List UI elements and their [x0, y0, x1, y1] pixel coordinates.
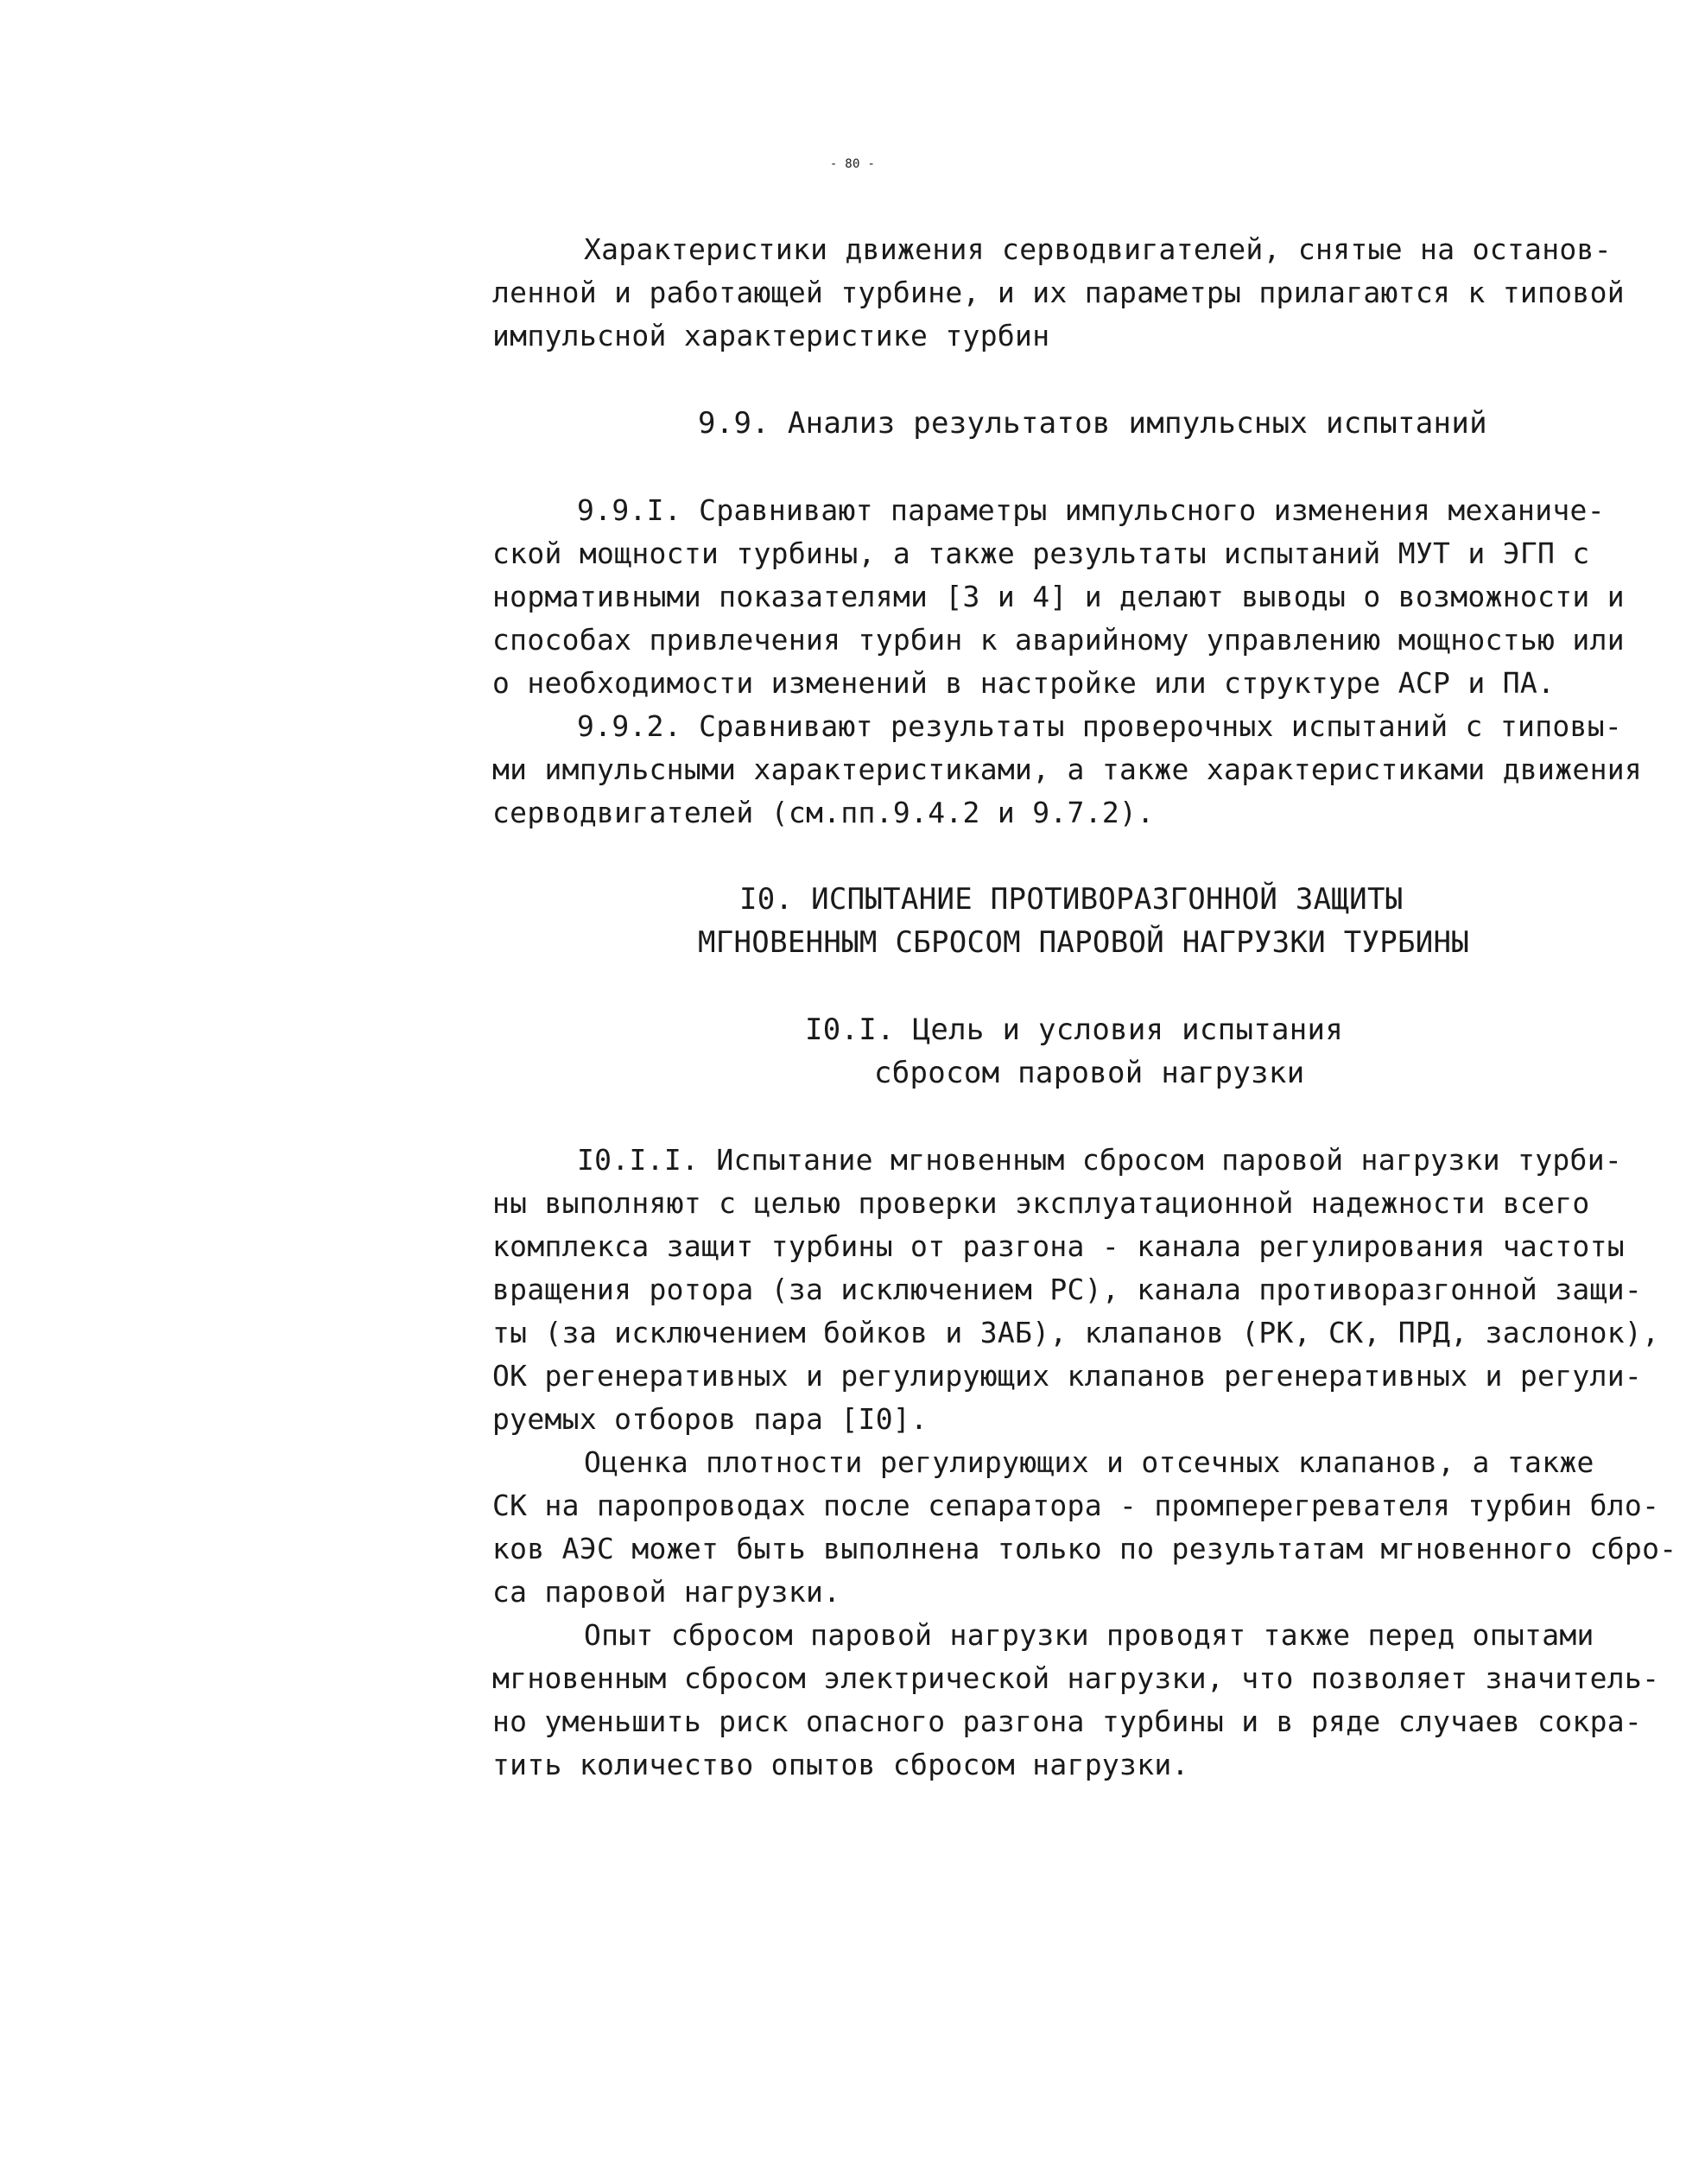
section-9-9-heading: 9.9. Анализ результатов импульсных испытаний	[698, 406, 1487, 441]
para-10-1-1-line-7: руемых отборов пара [I0].	[492, 1402, 929, 1436]
para-experiment-line-1: Опыт сбросом паровой нагрузки проводят также перед опытами	[584, 1618, 1594, 1652]
intro-line-1: Характеристики движения серводвигателей, снятые на останов-	[584, 232, 1612, 266]
para-10-1-1-line-3: комплекса защит турбины от разгона - канала регулирования частоты	[492, 1229, 1625, 1263]
para-9-9-2-line-3: серводвигателей (см.пп.9.4.2 и 9.7.2).	[492, 796, 1155, 829]
para-10-1-1-line-4: вращения ротора (за исключением РС), канала противоразгонной защи-	[492, 1273, 1643, 1306]
para-experiment-line-3: но уменьшить риск опасного разгона турбины и в ряде случаев сокра-	[492, 1705, 1643, 1738]
para-experiment-line-2: мгновенным сбросом электрической нагрузки, что позволяет значитель-	[492, 1661, 1660, 1695]
section-10-1-heading-line-1: I0.I. Цель и условия испытания	[805, 1013, 1344, 1047]
section-10-heading-line-2: МГНОВЕННЫМ СБРОСОМ ПАРОВОЙ НАГРУЗКИ ТУРБИНЫ	[698, 925, 1470, 960]
para-9-9-2-line-1: 9.9.2. Сравнивают результаты проверочных испытаний с типовы-	[577, 709, 1623, 743]
para-9-9-2-line-2: ми импульсными характеристиками, а также характеристиками движения	[492, 752, 1643, 786]
intro-line-2: ленной и работающей турбине, и их параметры прилагаются к типовой	[492, 276, 1625, 309]
para-9-9-1-line-3: нормативными показателями [3 и 4] и делают выводы о возможности и	[492, 580, 1625, 613]
para-density-line-1: Оценка плотности регулирующих и отсечных клапанов, а также	[584, 1445, 1594, 1479]
section-10-1-heading-line-2: сбросом паровой нагрузки	[874, 1056, 1305, 1090]
page-number: - 80 -	[829, 157, 876, 171]
para-9-9-1-line-5: о необходимости изменений в настройке или структуре АСР и ПА.	[492, 666, 1556, 700]
para-10-1-1-line-1: I0.I.I. Испытание мгновенным сбросом паровой нагрузки турби-	[577, 1143, 1623, 1177]
para-experiment-line-4: тить количество опытов сбросом нагрузки.	[492, 1748, 1189, 1781]
para-density-line-2: СК на паропроводах после сепаратора - промперегревателя турбин бло-	[492, 1489, 1660, 1522]
section-10-heading-line-1: I0. ИСПЫТАНИЕ ПРОТИВОРАЗГОННОЙ ЗАЩИТЫ	[739, 882, 1404, 917]
para-9-9-1-line-4: способах привлечения турбин к аварийному управлению мощностью или	[492, 623, 1625, 657]
para-9-9-1-line-2: ской мощности турбины, а также результаты испытаний МУТ и ЭГП с	[492, 536, 1590, 570]
intro-line-3: импульсной характеристике турбин	[492, 319, 1050, 352]
para-density-line-4: са паровой нагрузки.	[492, 1575, 841, 1609]
para-9-9-1-line-1: 9.9.I. Сравнивают параметры импульсного изменения механиче-	[577, 493, 1605, 527]
para-10-1-1-line-6: ОК регенеративных и регулирующих клапанов регенеративных и регули-	[492, 1359, 1643, 1393]
para-density-line-3: ков АЭС может быть выполнена только по результатам мгновенного сбро-	[492, 1532, 1677, 1565]
para-10-1-1-line-5: ты (за исключением бойков и ЗАБ), клапанов (РК, СК, ПРД, заслонок),	[492, 1316, 1660, 1349]
para-10-1-1-line-2: ны выполняют с целью проверки эксплуатационной надежности всего	[492, 1186, 1590, 1220]
